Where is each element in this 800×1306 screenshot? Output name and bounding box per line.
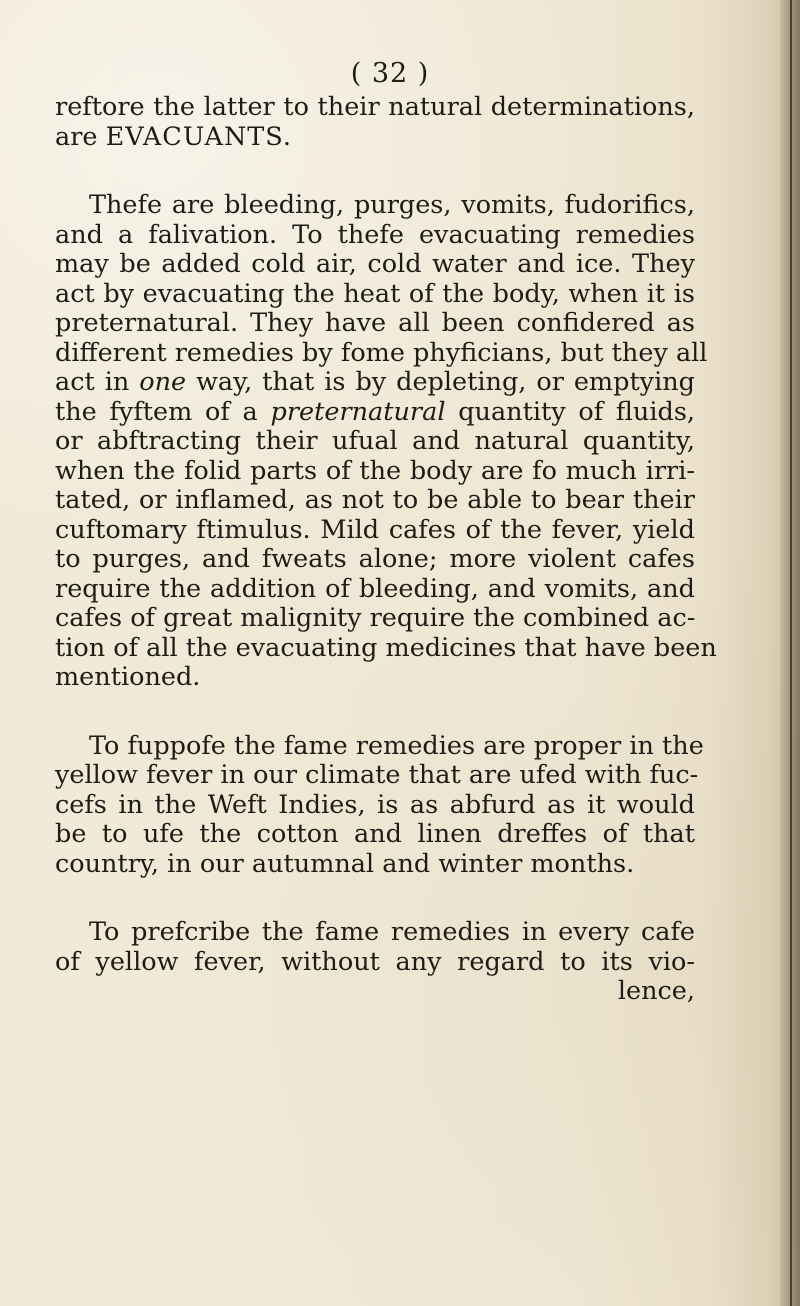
italic-text: preternatural — [270, 396, 446, 427]
text-line — [55, 575, 695, 605]
text-line — [55, 123, 695, 153]
text-line — [55, 457, 695, 487]
paragraph — [55, 93, 695, 152]
text-run: country, in our autumnal and winter months. — [55, 848, 635, 879]
text-line — [55, 948, 695, 978]
text-line — [55, 820, 695, 850]
page-edge-line — [790, 0, 792, 1306]
text-run: be to ufe the cotton and linen dreffes of that — [55, 819, 695, 849]
text-line — [55, 221, 695, 251]
text-line — [55, 250, 695, 280]
text-run: mentioned. — [55, 662, 201, 692]
text-line — [55, 337, 708, 369]
text-run: cafes of great malignity require the combined ac- — [55, 603, 696, 633]
text-line — [55, 427, 695, 457]
text-run: To fuppofe the fame remedies are proper in the — [89, 730, 704, 761]
text-run: reftore the latter to their natural determinations, — [55, 92, 695, 122]
text-line — [55, 663, 695, 693]
text-run: the fyftem of a — [55, 396, 271, 427]
text-run: yellow fever in our climate that are ufed with fuc- — [55, 760, 699, 790]
page-number: ( 32 ) — [350, 58, 430, 89]
text-run: act by evacuating the heat of the body, when it is — [55, 278, 695, 309]
text-line — [55, 93, 695, 123]
paragraph-gap — [55, 879, 695, 918]
text-run: lence, — [617, 976, 695, 1006]
text-run: and a falivation. To thefe evacuating remedies — [55, 219, 695, 250]
text-line — [55, 791, 695, 821]
text-run: require the addition of bleeding, and vomits, and — [55, 573, 695, 604]
small-caps-text: EVACUANTS. — [105, 121, 292, 152]
paragraph-gap — [55, 152, 695, 191]
text-line — [55, 516, 695, 546]
text-run: when the folid parts of the body are fo much irri- — [55, 455, 695, 486]
text-line — [55, 545, 695, 575]
text-line — [55, 632, 717, 664]
text-line — [55, 977, 695, 1007]
text-line — [55, 918, 695, 948]
text-run: To prefcribe the fame remedies in every cafe — [89, 917, 695, 947]
text-line — [55, 280, 695, 310]
text-run: different remedies by fome phyficians, but they all — [55, 337, 708, 368]
paragraph-gap — [55, 693, 695, 732]
paragraph — [55, 190, 717, 693]
text-line — [55, 850, 695, 880]
text-line — [55, 398, 695, 428]
text-run: to purges, and fweats alone; more violent cafes — [55, 544, 695, 574]
text-run: tated, or inflamed, as not to be able to bear their — [55, 485, 695, 515]
text-run: are — [55, 121, 106, 152]
text-run: cefs in the Weft Indies, is as abfurd as it would — [55, 789, 695, 820]
text-run: act in — [55, 367, 140, 397]
text-line — [55, 730, 704, 762]
paragraph — [55, 730, 704, 880]
text-line — [55, 309, 695, 339]
text-line — [55, 760, 699, 791]
text-run: may be added cold air, cold water and ice. They — [55, 249, 695, 279]
text-run: preternatural. They have all been confidered as — [55, 308, 695, 338]
paragraph — [55, 918, 695, 1007]
text-run: tion of all the evacuating medicines that have been — [55, 632, 717, 663]
text-run: cuftomary ftimulus. Mild cafes of the fever, yield — [55, 514, 695, 545]
text-line — [55, 486, 695, 516]
text-run: way, that is by depleting, or emptying — [186, 367, 695, 397]
text-run: Thefe are bleeding, purges, vomits, fudorifics, — [89, 190, 695, 220]
text-run: quantity of fluids, — [445, 396, 696, 427]
text-run: of yellow fever, without any regard to its vio- — [55, 946, 695, 977]
text-line — [55, 191, 695, 221]
page-text — [55, 92, 717, 1007]
text-run: or abftracting their ufual and natural quantity, — [55, 426, 695, 456]
text-line — [55, 604, 695, 634]
text-line — [55, 368, 695, 398]
italic-text: one — [139, 367, 187, 397]
